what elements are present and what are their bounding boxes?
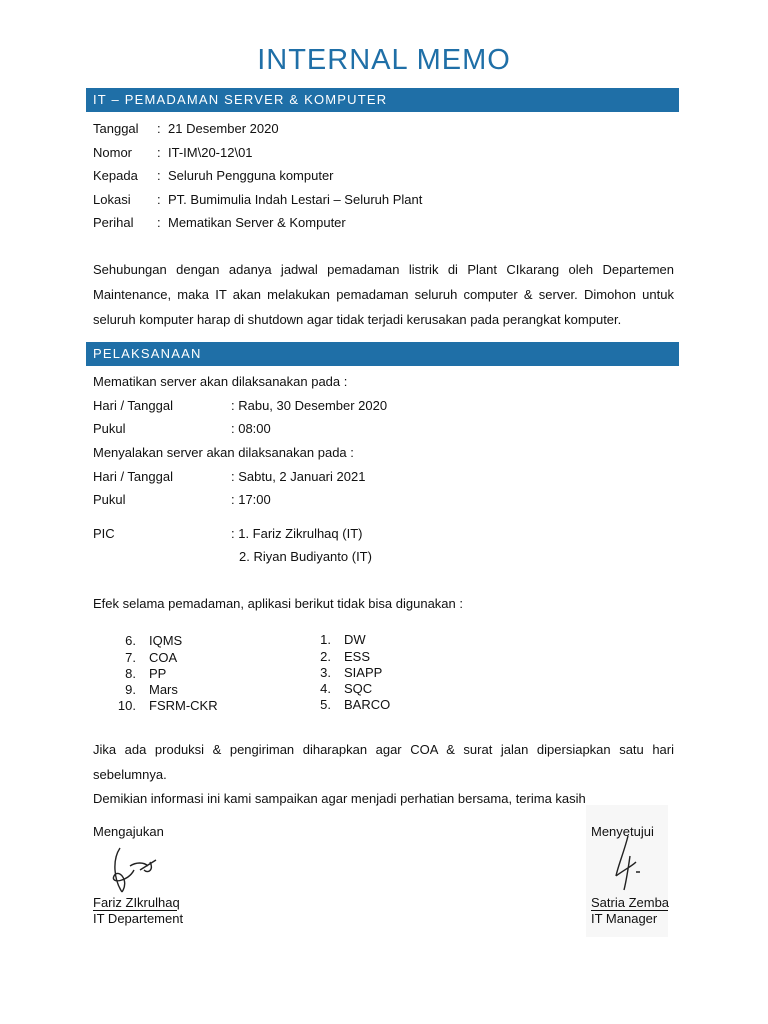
list-number: 5. — [320, 697, 331, 712]
startup-date-label: Hari / Tanggal — [93, 469, 173, 484]
list-item: FSRM-CKR — [149, 698, 218, 713]
right-sign-name: Satria Zemba — [591, 895, 670, 910]
pic-label: PIC — [93, 526, 115, 541]
intro-line: Maintenance, maka IT akan melakukan pemadaman seluruh computer & server. Dimohon untuk — [93, 287, 674, 302]
list-number: 10. — [117, 698, 136, 713]
shutdown-time-value: : 08:00 — [231, 421, 271, 436]
meta-value: Seluruh Pengguna komputer — [168, 168, 334, 183]
list-item: SIAPP — [344, 665, 383, 680]
meta-colon: : — [157, 121, 161, 136]
list-number: 4. — [320, 681, 331, 696]
meta-label: Kepada — [93, 168, 138, 183]
meta-colon: : — [157, 215, 161, 230]
startup-time-value: : 17:00 — [231, 492, 271, 507]
closing-text: Demikian informasi ini kami sampaikan agar menjadi perhatian bersama, terima kasih — [93, 791, 586, 806]
meta-colon: : — [157, 145, 161, 160]
startup-date-value: : Sabtu, 2 Januari 2021 — [231, 469, 366, 484]
right-sign-title: IT Manager — [591, 911, 658, 926]
meta-colon: : — [157, 192, 161, 207]
list-item: SQC — [344, 681, 373, 696]
startup-time-label: Pukul — [93, 492, 126, 507]
left-signature-icon — [100, 840, 170, 900]
intro-line: Sehubungan dengan adanya jadwal pemadaman listrik di Plant CIkarang oleh Departemen — [93, 262, 674, 277]
meta-value: Mematikan Server & Komputer — [168, 215, 346, 230]
list-item: Mars — [149, 682, 178, 697]
left-sign-title: IT Departement — [93, 911, 184, 926]
meta-label: Tanggal — [93, 121, 139, 136]
right-signature-icon — [606, 832, 656, 894]
list-number: 7. — [125, 650, 136, 665]
pic-line: : 1. Fariz Zikrulhaq (IT) — [231, 526, 363, 541]
list-number: 8. — [125, 666, 136, 681]
list-number: 2. — [320, 649, 331, 664]
right-sign-label: Menyetujui — [591, 824, 654, 839]
list-number: 1. — [320, 632, 331, 647]
meta-colon: : — [157, 168, 161, 183]
meta-value: PT. Bumimulia Indah Lestari – Seluruh Plant — [168, 192, 423, 207]
meta-value: IT-IM\20-12\01 — [168, 145, 253, 160]
list-item: PP — [149, 666, 167, 681]
meta-label: Nomor — [93, 145, 133, 160]
list-item: COA — [149, 650, 178, 665]
shutdown-time-label: Pukul — [93, 421, 126, 436]
list-item: ESS — [344, 649, 371, 664]
memo-title: INTERNAL MEMO — [257, 44, 511, 76]
meta-label: Lokasi — [93, 192, 131, 207]
header-bar: IT – PEMADAMAN SERVER & KOMPUTER — [86, 88, 679, 112]
list-number: 9. — [125, 682, 136, 697]
list-item: BARCO — [344, 697, 391, 712]
list-number: 6. — [125, 633, 136, 648]
pic-line: 2. Riyan Budiyanto (IT) — [239, 549, 372, 564]
startup-heading: Menyalakan server akan dilaksanakan pada : — [93, 445, 354, 460]
effects-heading: Efek selama pemadaman, aplikasi berikut tidak bisa digunakan : — [93, 596, 463, 611]
note-line: sebelumnya. — [93, 767, 167, 782]
left-sign-label: Mengajukan — [93, 824, 164, 839]
list-item: IQMS — [149, 633, 183, 648]
shutdown-heading: Mematikan server akan dilaksanakan pada : — [93, 374, 348, 389]
shutdown-date-value: : Rabu, 30 Desember 2020 — [231, 398, 388, 413]
list-item: DW — [344, 632, 366, 647]
section-bar: PELAKSANAAN — [86, 342, 679, 366]
left-sign-name: Fariz ZIkrulhaq — [93, 895, 180, 910]
note-line: Jika ada produksi & pengiriman diharapkan agar COA & surat jalan dipersiapkan satu hari — [93, 742, 674, 757]
intro-line: seluruh komputer harap di shutdown agar tidak terjadi kerusakan pada perangkat komputer. — [93, 312, 622, 327]
meta-label: Perihal — [93, 215, 134, 230]
shutdown-date-label: Hari / Tanggal — [93, 398, 173, 413]
list-number: 3. — [320, 665, 331, 680]
meta-value: 21 Desember 2020 — [168, 121, 279, 136]
